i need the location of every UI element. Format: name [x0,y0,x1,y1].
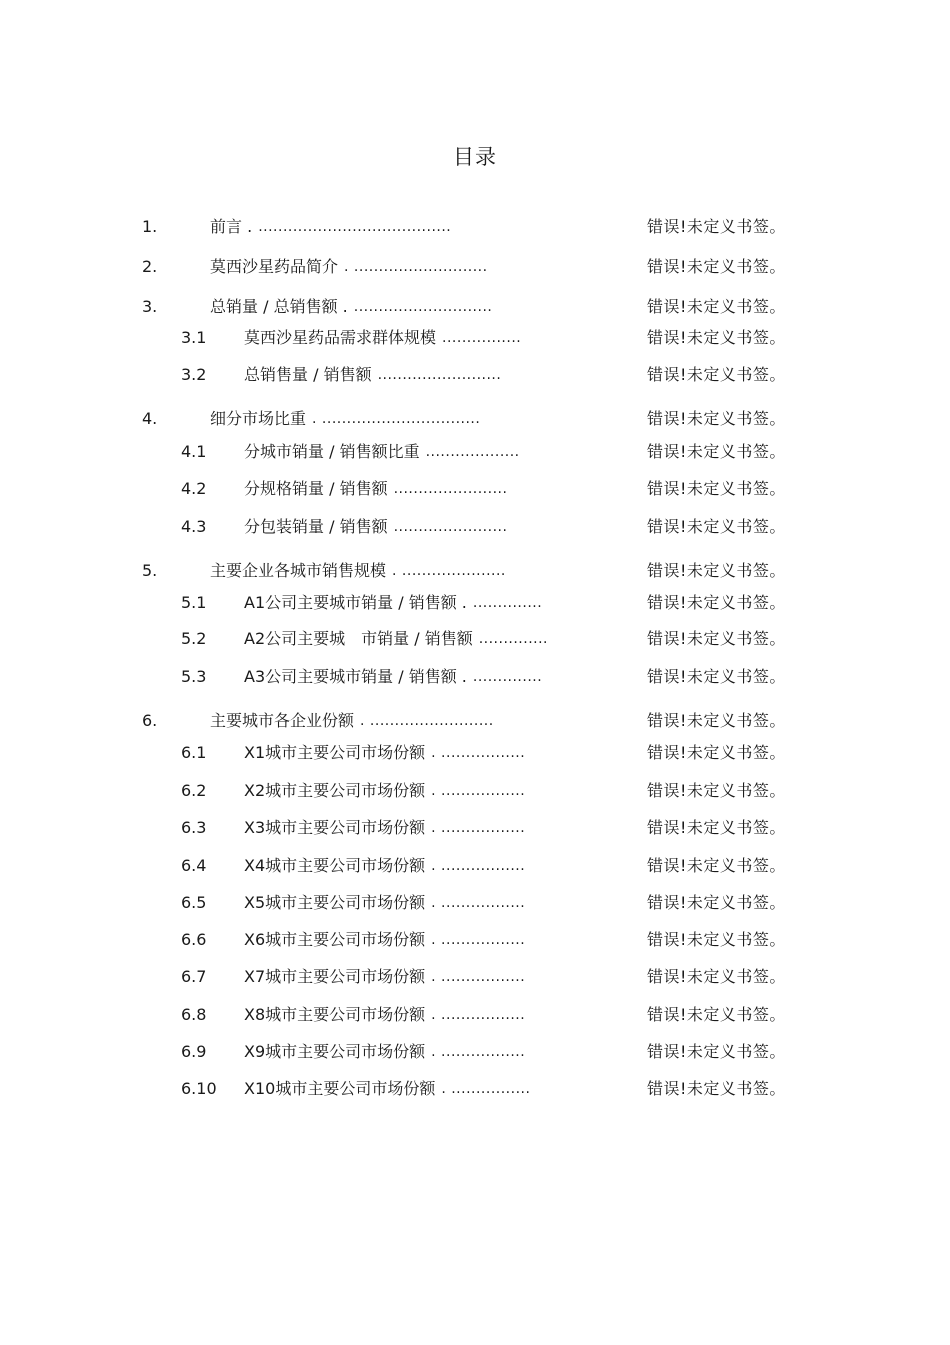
toc-entry[interactable] [0,327,950,349]
toc-entry-leader: . ..................... [392,563,506,579]
toc-entry-number: 6.6 [181,930,207,949]
page-title: 目录 [453,145,497,169]
toc-entry-page-ref: 错误!未定义书签。 [647,409,786,428]
toc-entry-leader: . ................. [431,745,526,761]
toc-entry[interactable] [0,929,950,951]
toc-entry-page-ref: 错误!未定义书签。 [647,1042,786,1061]
toc-entry-number: 3.2 [181,365,207,384]
toc-entry-page-ref: 错误!未定义书签。 [647,561,786,580]
toc-entry-leader: . ........................... [344,259,488,275]
toc-entry-title: 主要城市各企业份额 [210,711,355,730]
toc-entry-title: 总销售量 / 销售额 [244,365,372,384]
toc-entry-number: 6.7 [181,967,207,986]
toc-entry-leader: . ................. [431,820,526,836]
toc-entry-title: 莫西沙星药品需求群体规模 [244,328,437,347]
toc-entry[interactable] [0,855,950,877]
toc-entry-title: 细分市场比重 [210,409,307,428]
toc-entry-title: X1城市主要公司市场份额 [244,743,426,762]
toc-entry[interactable] [0,1004,950,1026]
toc-entry[interactable] [0,780,950,802]
toc-entry-leader: . ................ [441,1081,531,1097]
toc-entry-leader: . ................. [431,858,526,874]
toc-entry-leader: . ................. [431,783,526,799]
toc-entry-page-ref: 错误!未定义书签。 [647,629,786,648]
toc-entry-title: A3公司主要城市销量 / 销售额 . [244,667,467,686]
toc-entry-number: 4. [142,409,158,428]
toc-entry-number: 4.2 [181,479,207,498]
toc-entry-title: 分包装销量 / 销售额 [244,517,388,536]
toc-entry-number: 4.3 [181,517,207,536]
toc-entry-title: 主要企业各城市销售规模 [210,561,387,580]
toc-entry[interactable] [0,216,950,238]
toc-entry-number: 6. [142,711,158,730]
toc-entry-number: 6.1 [181,743,207,762]
toc-entry-number: 1. [142,217,158,236]
toc-entry-page-ref: 错误!未定义书签。 [647,818,786,837]
toc-entry-number: 6.9 [181,1042,207,1061]
toc-entry-number: 5.2 [181,629,207,648]
toc-entry-title: 分规格销量 / 销售额 [244,479,388,498]
toc-entry-page-ref: 错误!未定义书签。 [647,217,786,236]
toc-entry-title: 分城市销量 / 销售额比重 [244,442,420,461]
toc-entry[interactable] [0,516,950,538]
toc-entry-page-ref: 错误!未定义书签。 [647,667,786,686]
toc-entry-leader: ............................ [353,299,493,315]
toc-entry[interactable] [0,742,950,764]
toc-entry-leader: ................ [442,330,522,346]
toc-entry-leader: . ................. [431,932,526,948]
toc-entry-title: X4城市主要公司市场份额 [244,856,426,875]
toc-entry-leader: ................... [425,444,520,460]
toc-entry-leader: . ................................ [312,411,481,427]
toc-entry-number: 5.3 [181,667,207,686]
toc-entry[interactable] [0,1078,950,1100]
toc-entry-page-ref: 错误!未定义书签。 [647,517,786,536]
toc-entry-number: 5.1 [181,593,207,612]
toc-entry-page-ref: 错误!未定义书签。 [647,930,786,949]
toc-entry[interactable] [0,666,950,688]
toc-entry[interactable] [0,592,950,614]
toc-entry-title: 总销量 / 总销售额 . [210,297,348,316]
toc-entry-page-ref: 错误!未定义书签。 [647,297,786,316]
toc-entry-title: X10城市主要公司市场份额 [244,1079,436,1098]
toc-entry-page-ref: 错误!未定义书签。 [647,1079,786,1098]
toc-entry-title: X6城市主要公司市场份额 [244,930,426,949]
toc-entry-leader: . ................. [431,1044,526,1060]
toc-entry-leader: ....................... [393,481,508,497]
toc-entry-page-ref: 错误!未定义书签。 [647,479,786,498]
toc-entry-number: 3. [142,297,158,316]
toc-entry-page-ref: 错误!未定义书签。 [647,856,786,875]
toc-entry-title: A2公司主要城 市销量 / 销售额 [244,629,473,648]
toc-entry-number: 6.8 [181,1005,207,1024]
toc-entry-leader: ....................................... [258,219,452,235]
toc-entry[interactable] [0,441,950,463]
toc-entry-number: 3.1 [181,328,207,347]
toc-entry-title: X2城市主要公司市场份额 [244,781,426,800]
toc-entry-leader: .............. [478,631,549,647]
toc-entry-page-ref: 错误!未定义书签。 [647,442,786,461]
toc-entry-page-ref: 错误!未定义书签。 [647,328,786,347]
toc-entry-page-ref: 错误!未定义书签。 [647,365,786,384]
toc-entry-leader: ....................... [393,519,508,535]
toc-entry-number: 6.3 [181,818,207,837]
toc-entry[interactable] [0,892,950,914]
toc-entry-page-ref: 错误!未定义书签。 [647,967,786,986]
toc-entry-page-ref: 错误!未定义书签。 [647,257,786,276]
toc-entry-title: X7城市主要公司市场份额 [244,967,426,986]
toc-entry-leader: ......................... [377,367,502,383]
toc-entry[interactable] [0,478,950,500]
toc-entry[interactable] [0,1041,950,1063]
toc-entry-number: 5. [142,561,158,580]
toc-entry[interactable] [0,628,950,650]
toc-entry-title: X9城市主要公司市场份额 [244,1042,426,1061]
toc-entry-page-ref: 错误!未定义书签。 [647,711,786,730]
toc-entry-page-ref: 错误!未定义书签。 [647,593,786,612]
toc-entry-page-ref: 错误!未定义书签。 [647,743,786,762]
toc-entry-title: 前言 . [210,217,253,236]
toc-entry-leader: .............. [472,595,543,611]
toc-entry-title: X5城市主要公司市场份额 [244,893,426,912]
toc-entry-number: 2. [142,257,158,276]
toc-entry-leader: . ......................... [360,713,494,729]
toc-entry-leader: .............. [472,669,543,685]
toc-entry-leader: . ................. [431,895,526,911]
toc-entry-number: 6.5 [181,893,207,912]
toc-entry[interactable] [0,817,950,839]
toc-entry-number: 6.4 [181,856,207,875]
toc-entry[interactable] [0,364,950,386]
toc-entry-page-ref: 错误!未定义书签。 [647,893,786,912]
toc-entry-title: A1公司主要城市销量 / 销售额 . [244,593,467,612]
toc-entry-number: 4.1 [181,442,207,461]
toc-entry-leader: . ................. [431,969,526,985]
toc-entry-page-ref: 错误!未定义书签。 [647,781,786,800]
toc-entry-number: 6.2 [181,781,207,800]
toc-entry-leader: . ................. [431,1007,526,1023]
toc-entry-number: 6.10 [181,1079,217,1098]
toc-entry-page-ref: 错误!未定义书签。 [647,1005,786,1024]
toc-entry[interactable] [0,710,950,732]
toc-entry-title: 莫西沙星药品简介 [210,257,339,276]
toc-entry[interactable] [0,560,950,582]
toc-entry[interactable] [0,966,950,988]
toc-entry[interactable] [0,256,950,278]
toc-entry[interactable] [0,408,950,430]
toc-entry-title: X8城市主要公司市场份额 [244,1005,426,1024]
toc-entry[interactable] [0,296,950,318]
toc-entry-title: X3城市主要公司市场份额 [244,818,426,837]
